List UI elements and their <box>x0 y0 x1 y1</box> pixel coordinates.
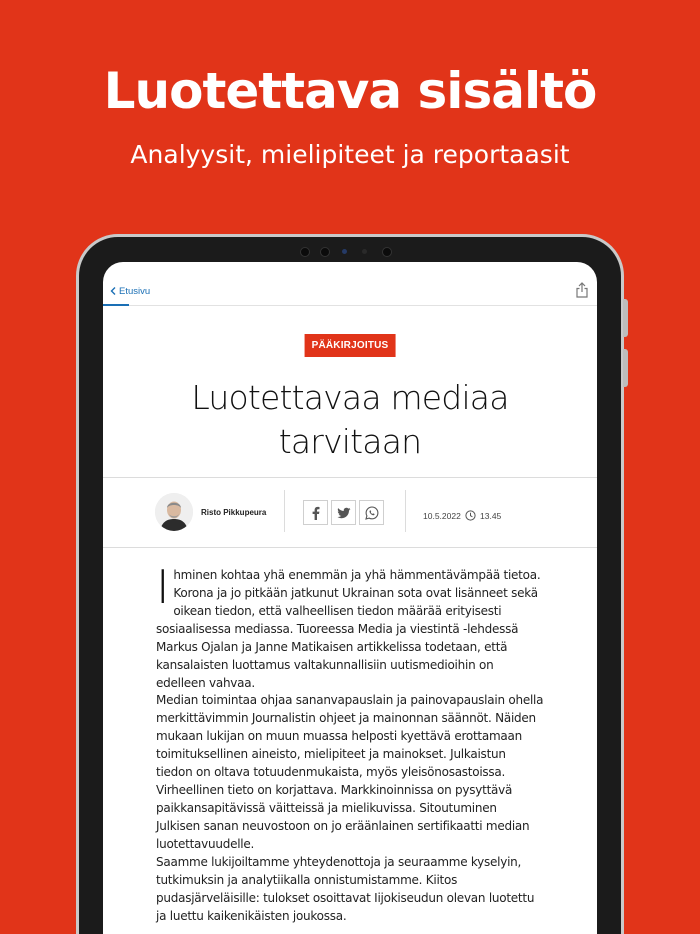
article-headline: Luotettavaa mediaa tarvitaan <box>191 378 509 461</box>
tablet-frame <box>76 234 624 934</box>
paragraph-text: hminen kohtaa yhä enemmän ja yhä hämmentävämpää tietoa. Korona ja jo pitkään jatkunut Ukrainan sota ovat lisänneet sekä oikean tiedon, että valheellisen tiedon määrää erityisesti sosiaalisessa mediassa. Tuoreessa Media ja viestintä -lehdessä Markus Ojalan ja Janne Matikaisen artikkelissa todetaan, että kansalaisten luottamus valtakunnallisiin uutismedioihin on edelleen vahvaa. <box>156 568 541 690</box>
author-name[interactable]: Risto Pikkupeura <box>201 508 267 517</box>
active-tab-indicator <box>103 304 129 306</box>
twitter-icon <box>337 506 351 520</box>
share-facebook-button[interactable] <box>303 500 328 525</box>
share-icon[interactable] <box>575 282 589 298</box>
sensor-icon <box>342 249 347 254</box>
promo-subtitle: Analyysit, mielipiteet ja reportaasit <box>130 140 570 169</box>
share-twitter-button[interactable] <box>331 500 356 525</box>
article-paragraph: Saamme lukijoiltamme yhteydenottoja ja seuraamme kyselyin, tutkimuksin ja analytiikalla onnistumistamme. Kiitos pudasjärveläisille: tulokset osoittavat Iijokiseudun olevan luotettu ja luettu kaikenikäisten joukossa. <box>156 855 535 923</box>
volume-up-button <box>623 299 628 337</box>
publish-date: 10.5.2022 <box>423 511 461 521</box>
publish-time: 13.45 <box>480 511 502 521</box>
drop-cap: I <box>156 560 170 614</box>
back-button[interactable] <box>110 286 150 297</box>
camera-bar <box>300 245 400 259</box>
sensor-icon <box>362 249 367 254</box>
promo-title: Luotettava sisältö <box>103 62 597 120</box>
divider <box>284 490 285 532</box>
section-badge[interactable]: PÄÄKIRJOITUS <box>305 334 396 357</box>
camera-icon <box>320 247 330 257</box>
divider <box>405 490 406 532</box>
clock-icon <box>465 510 476 521</box>
share-whatsapp-button[interactable] <box>359 500 384 525</box>
whatsapp-icon <box>365 506 379 520</box>
divider <box>103 547 597 548</box>
camera-icon <box>382 247 392 257</box>
app-screen <box>103 262 597 934</box>
article-paragraph: Median toimintaa ohjaa sananvapauslain ja painovapauslain ohella merkittävimmin Journalistin ohjeet ja mainonnan säännöt. Näiden mukaan lukijan on muun muassa helposti kyettävä erottamaan toimituksellinen aineisto, mielipiteet ja mainokset. Julkaistun tiedon on oltava totuudenmukaista, myös yleisönosastoissa. Virheellinen tieto on korjattava. Markkinoinnissa on pysyttävä paikkansapitävissä väitteissä ja mielikuvissa. Sitoutuminen Julkisen sanan neuvostoon on jo eräänlainen sertifikaatti median luotettavuudelle. <box>156 693 544 851</box>
volume-down-button <box>623 349 628 387</box>
camera-icon <box>300 247 310 257</box>
back-label: Etusivu <box>119 286 151 297</box>
chevron-left-icon <box>110 287 116 295</box>
facebook-icon <box>309 506 323 520</box>
divider <box>103 477 597 478</box>
article-paragraph <box>156 560 544 692</box>
author-avatar <box>155 493 193 531</box>
nav-bar <box>103 262 597 306</box>
